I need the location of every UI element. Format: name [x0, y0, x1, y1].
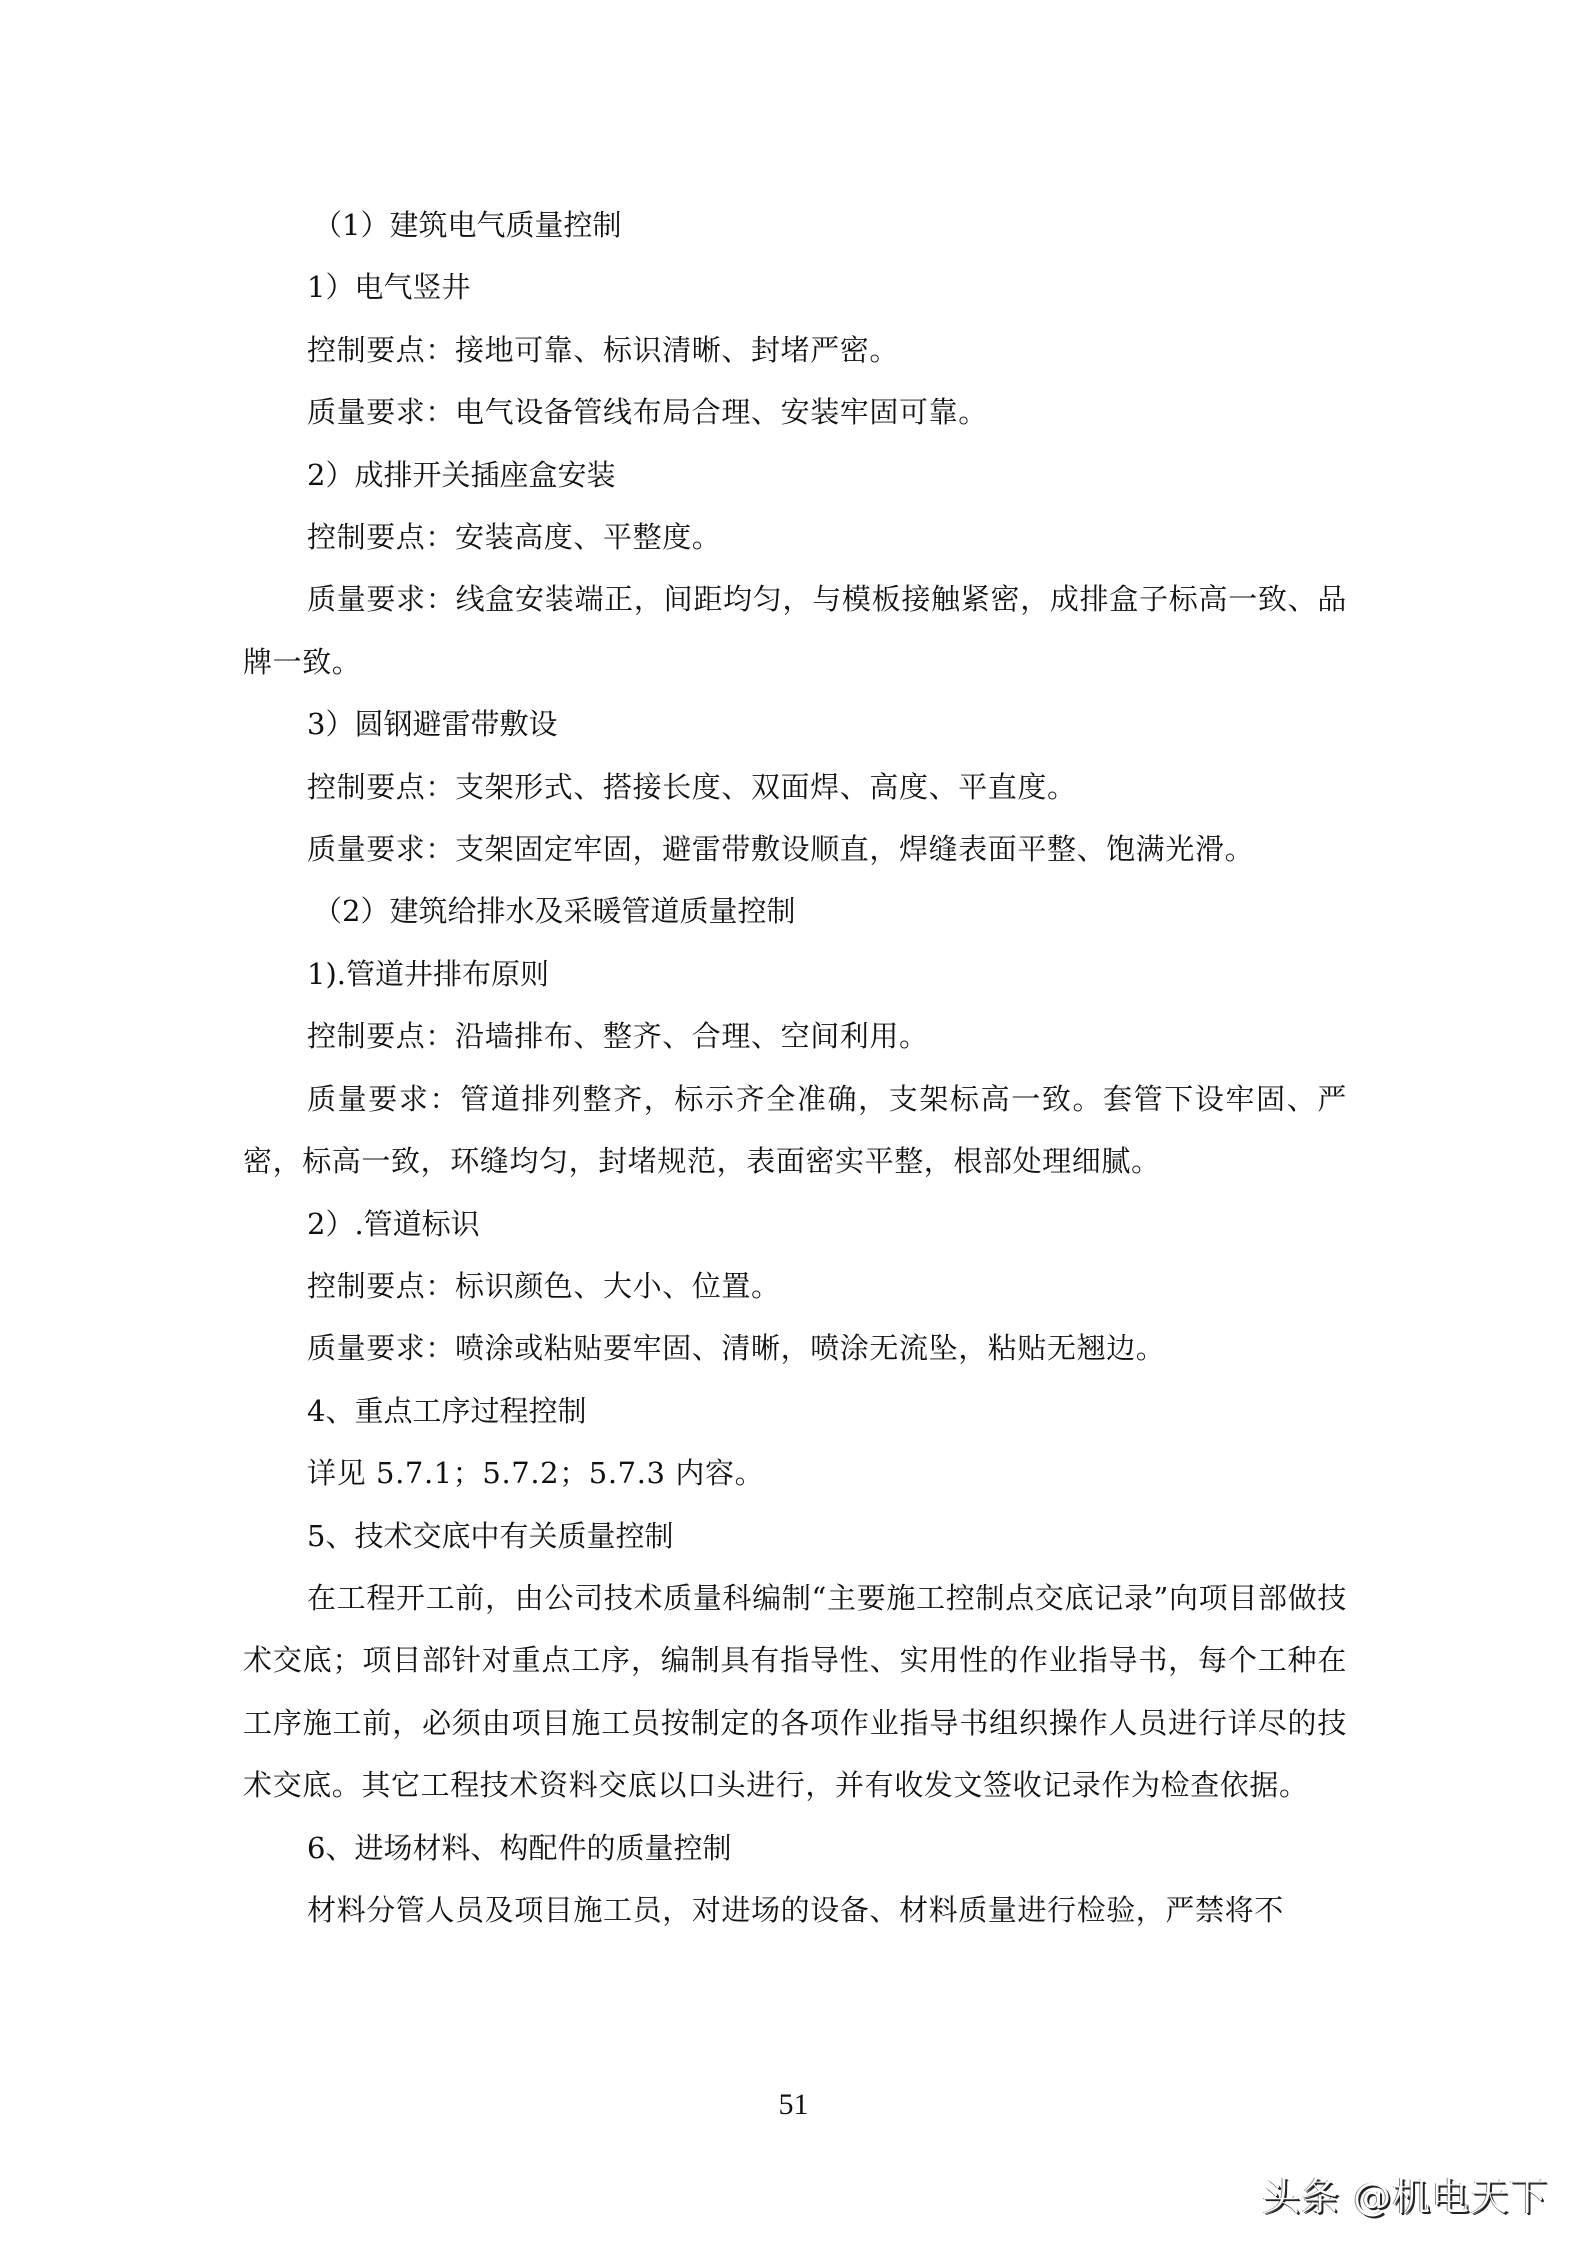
heading-technical-briefing: 5、技术交底中有关质量控制 [307, 1518, 674, 1553]
quality-requirements-paragraph: 质量要求：喷涂或粘贴要牢固、清晰，喷涂无流坠，粘贴无翘边。 [307, 1331, 1166, 1366]
control-points-paragraph: 控制要点：安装高度、平整度。 [307, 520, 722, 555]
quality-requirements-paragraph: 质量要求：电气设备管线布局合理、安装牢固可靠。 [307, 395, 988, 430]
heading-incoming-materials: 6、进场材料、构配件的质量控制 [307, 1830, 732, 1865]
control-points-paragraph: 控制要点：支架形式、搭接长度、双面焊、高度、平直度。 [307, 769, 1077, 804]
subheading-switch-socket-boxes: 2）成排开关插座盒安装 [307, 457, 616, 492]
quality-requirements-paragraph: 质量要求：支架固定牢固，避雷带敷设顺直，焊缝表面平整、饱满光滑。 [307, 832, 1255, 867]
technical-briefing-paragraph: 在工程开工前，由公司技术质量科编制“主要施工控制点交底记录”向项目部做技术交底；项目部针对重点工序，编制具有指导性、实用性的作业指导书，每个工种在工序施工前，必须由项目施工员按制定的各项作业指导书组织操作人员进行详尽的技术交底。其它工程技术资料交底以口头进行，并有收发文签收记录作为检查依据。 [243, 1580, 1347, 1803]
section-heading-electrical: （1）建筑电气质量控制 [313, 208, 622, 242]
subheading-electrical-shaft: 1）电气竖井 [307, 270, 471, 305]
control-points-paragraph: 控制要点：标识颜色、大小、位置。 [307, 1268, 781, 1303]
section-heading-plumbing-heating: （2）建筑给排水及采暖管道质量控制 [313, 894, 796, 929]
subheading-pipe-shaft-layout: 1).管道井排布原则 [307, 956, 549, 991]
quality-requirements-paragraph: 质量要求：管道排列整齐，标示齐全准确，支架标高一致。套管下设牢固、严密，标高一致，环缝均匀，封堵规范，表面密实平整，根部处理细腻。 [243, 1081, 1347, 1179]
heading-key-process-control: 4、重点工序过程控制 [307, 1393, 587, 1428]
quality-requirements-paragraph: 质量要求：线盒安装端正，间距均匀，与模板接触紧密，成排盒子标高一致、品牌一致。 [243, 582, 1347, 679]
page-number: 51 [778, 2088, 809, 2121]
incoming-materials-paragraph: 材料分管人员及项目施工员，对进场的设备、材料质量进行检验，严禁将不 [307, 1892, 1284, 1927]
reference-paragraph: 详见 5.7.1；5.7.2；5.7.3 内容。 [307, 1456, 765, 1491]
subheading-pipe-marking: 2）.管道标识 [307, 1206, 480, 1241]
control-points-paragraph: 控制要点：接地可靠、标识清晰、封堵严密。 [307, 332, 900, 367]
subheading-lightning-strip: 3）圆钢避雷带敷设 [307, 707, 558, 742]
control-points-paragraph: 控制要点：沿墙排布、整齐、合理、空间利用。 [307, 1019, 929, 1054]
watermark: 头条 @机电天下 [1262, 2175, 1549, 2219]
document-body [243, 194, 1347, 1941]
